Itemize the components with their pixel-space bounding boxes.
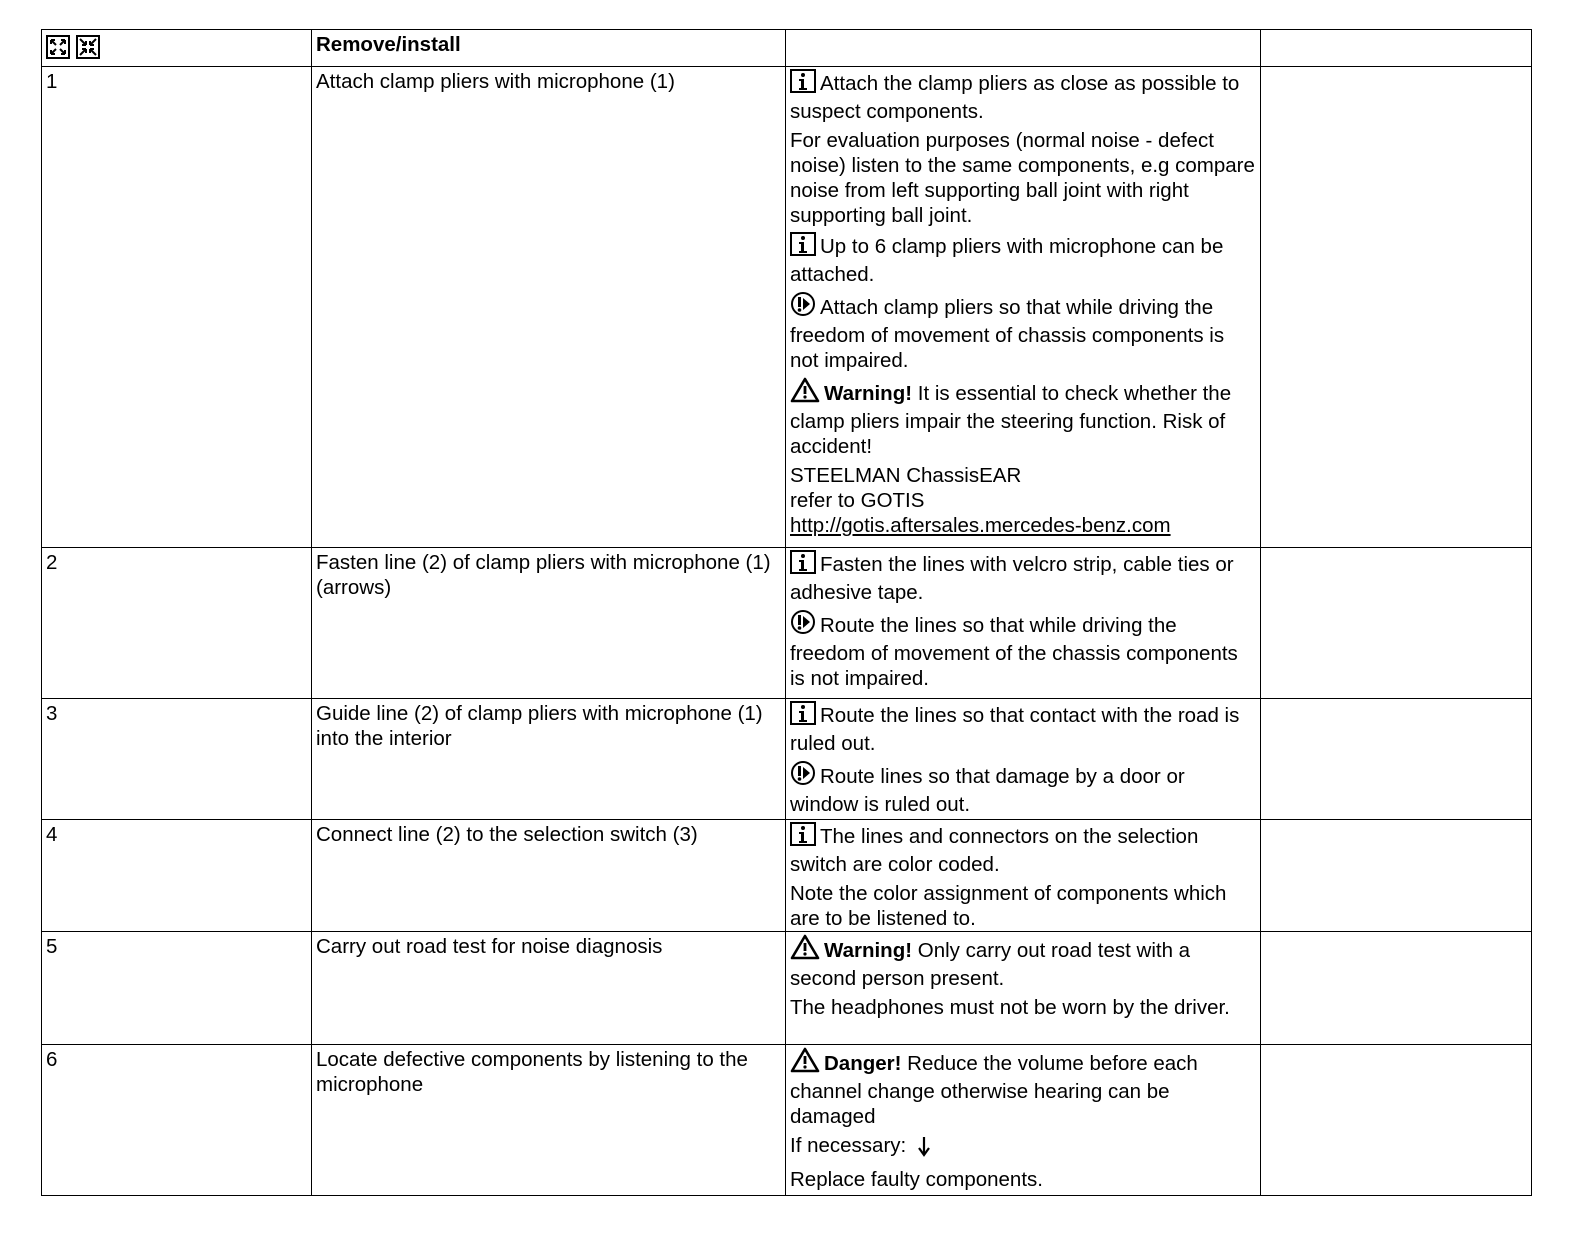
- caution-icon: [790, 609, 816, 641]
- step-number: 2: [42, 548, 312, 699]
- note-paragraph: [790, 550, 1256, 605]
- step-number: 3: [42, 699, 312, 820]
- step-number: 5: [42, 932, 312, 1045]
- step-notes: [786, 548, 1261, 699]
- procedure-table: [41, 29, 1532, 1196]
- arrow-down-icon: [916, 1135, 932, 1163]
- note-paragraph: [790, 1133, 1256, 1163]
- step-row: [42, 1045, 1532, 1196]
- header-icons-cell: [42, 30, 312, 67]
- note-text: Attach clamp pliers so that while driving the freedom of movement of chassis components is not impaired.: [790, 296, 1225, 372]
- note-text: Only carry out road test with a second person present.: [790, 939, 1191, 990]
- note-paragraph: [790, 995, 1256, 1020]
- note-paragraph: [790, 1047, 1256, 1129]
- note-label: Warning!: [824, 382, 913, 405]
- note-paragraph: [790, 377, 1256, 459]
- caution-icon: [790, 760, 816, 792]
- collapse-icon[interactable]: [76, 35, 100, 59]
- step-notes: [786, 1045, 1261, 1196]
- gotis-link[interactable]: http://gotis.aftersales.mercedes-benz.com: [790, 514, 1171, 537]
- step-action: Locate defective components by listening to the microphone: [312, 1045, 786, 1196]
- note-text: If necessary:: [790, 1134, 912, 1157]
- note-text: It is essential to check whether the clamp pliers impair the steering function. Risk of accident!: [790, 382, 1232, 458]
- step-row: [42, 699, 1532, 820]
- note-paragraph: [790, 609, 1256, 691]
- info-icon: [790, 69, 816, 99]
- note-label: Danger!: [824, 1052, 902, 1075]
- note-text: The lines and connectors on the selection switch are color coded.: [790, 825, 1199, 876]
- step-row: [42, 820, 1532, 932]
- note-text: Note the color assignment of components which are to be listened to.: [790, 882, 1227, 930]
- info-icon: [790, 550, 816, 580]
- warning-icon: [790, 1047, 820, 1079]
- step-notes: [786, 820, 1261, 932]
- note-paragraph: [790, 934, 1256, 991]
- note-paragraph: [790, 701, 1256, 756]
- note-text: Route the lines so that while driving the freedom of movement of the chassis components is not impaired.: [790, 614, 1238, 690]
- warning-icon: [790, 934, 820, 966]
- note-text: Route the lines so that contact with the road is ruled out.: [790, 704, 1240, 755]
- step-action: Attach clamp pliers with microphone (1): [312, 67, 786, 548]
- step-row: [42, 548, 1532, 699]
- step-number: 4: [42, 820, 312, 932]
- header-empty-cell: [1261, 30, 1532, 67]
- step-row: [42, 932, 1532, 1045]
- note-paragraph: [790, 291, 1256, 373]
- step-image-cell: [1261, 699, 1532, 820]
- caution-icon: [790, 291, 816, 323]
- note-text: For evaluation purposes (normal noise - defect noise) listen to the same components, e.g compare noise from left supporting ball joint with right supporting ball joint.: [790, 129, 1255, 227]
- header-empty-cell: [786, 30, 1261, 67]
- info-icon: [790, 232, 816, 262]
- note-text: Replace faulty components.: [790, 1168, 1043, 1191]
- step-image-cell: [1261, 548, 1532, 699]
- note-paragraph: [790, 822, 1256, 877]
- note-text: Up to 6 clamp pliers with microphone can be attached.: [790, 235, 1224, 286]
- note-paragraph: [790, 69, 1256, 124]
- step-image-cell: [1261, 67, 1532, 548]
- header-row: [42, 30, 1532, 67]
- note-line: STEELMAN ChassisEAR: [790, 464, 1022, 487]
- step-notes: [786, 932, 1261, 1045]
- step-image-cell: [1261, 820, 1532, 932]
- step-action: Connect line (2) to the selection switch (3): [312, 820, 786, 932]
- note-text: The headphones must not be worn by the driver.: [790, 996, 1230, 1019]
- note-line: refer to GOTIS: [790, 489, 925, 512]
- step-action: Carry out road test for noise diagnosis: [312, 932, 786, 1045]
- info-icon: [790, 822, 816, 852]
- note-text: Attach the clamp pliers as close as possible to suspect components.: [790, 72, 1240, 123]
- note-text: Route lines so that damage by a door or window is ruled out.: [790, 765, 1185, 816]
- note-paragraph: [790, 881, 1256, 931]
- step-number: 1: [42, 67, 312, 548]
- step-action: Guide line (2) of clamp pliers with microphone (1) into the interior: [312, 699, 786, 820]
- note-paragraph: [790, 232, 1256, 287]
- note-paragraph: [790, 463, 1256, 538]
- header-title: Remove/install: [312, 30, 786, 67]
- step-image-cell: [1261, 1045, 1532, 1196]
- expand-icon[interactable]: [46, 35, 70, 59]
- info-icon: [790, 701, 816, 731]
- step-row: [42, 67, 1532, 548]
- step-image-cell: [1261, 932, 1532, 1045]
- note-text: Reduce the volume before each channel change otherwise hearing can be damaged: [790, 1052, 1198, 1128]
- warning-icon: [790, 377, 820, 409]
- note-paragraph: [790, 128, 1256, 228]
- note-label: Warning!: [824, 939, 913, 962]
- note-text: Fasten the lines with velcro strip, cable ties or adhesive tape.: [790, 553, 1234, 604]
- note-paragraph: [790, 760, 1256, 817]
- step-number: 6: [42, 1045, 312, 1196]
- step-action: Fasten line (2) of clamp pliers with microphone (1) (arrows): [312, 548, 786, 699]
- step-notes: [786, 67, 1261, 548]
- note-paragraph: [790, 1167, 1256, 1192]
- step-notes: [786, 699, 1261, 820]
